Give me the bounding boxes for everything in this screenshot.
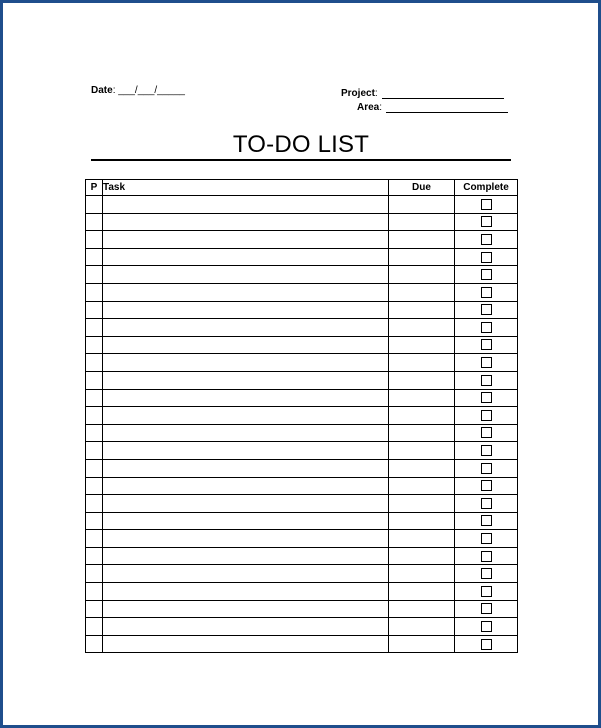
complete-cell (455, 196, 518, 214)
complete-checkbox[interactable] (481, 427, 492, 438)
complete-checkbox[interactable] (481, 551, 492, 562)
priority-cell[interactable] (86, 196, 103, 214)
complete-cell (455, 213, 518, 231)
task-cell[interactable] (103, 424, 389, 442)
table-row (86, 266, 518, 284)
complete-checkbox[interactable] (481, 480, 492, 491)
task-cell[interactable] (103, 319, 389, 337)
due-cell[interactable] (389, 600, 455, 618)
column-header-due: Due (389, 180, 455, 196)
priority-cell[interactable] (86, 266, 103, 284)
table-row (86, 371, 518, 389)
complete-checkbox[interactable] (481, 445, 492, 456)
table-row (86, 283, 518, 301)
table-row (86, 319, 518, 337)
priority-cell[interactable] (86, 407, 103, 425)
task-cell[interactable] (103, 371, 389, 389)
priority-cell[interactable] (86, 319, 103, 337)
priority-cell[interactable] (86, 248, 103, 266)
table-row (86, 336, 518, 354)
due-cell[interactable] (389, 565, 455, 583)
task-cell[interactable] (103, 618, 389, 636)
table-row (86, 248, 518, 266)
due-cell[interactable] (389, 371, 455, 389)
table-row (86, 495, 518, 513)
task-cell[interactable] (103, 354, 389, 372)
task-cell[interactable] (103, 389, 389, 407)
priority-cell[interactable] (86, 459, 103, 477)
due-cell[interactable] (389, 283, 455, 301)
date-blank[interactable]: : ___/___/_____ (112, 85, 185, 96)
due-cell[interactable] (389, 336, 455, 354)
table-row (86, 459, 518, 477)
priority-cell[interactable] (86, 424, 103, 442)
task-cell[interactable] (103, 583, 389, 601)
priority-cell[interactable] (86, 495, 103, 513)
due-cell[interactable] (389, 424, 455, 442)
date-field[interactable] (91, 85, 185, 96)
task-cell[interactable] (103, 301, 389, 319)
due-cell[interactable] (389, 583, 455, 601)
complete-cell (455, 319, 518, 337)
page-title: TO-DO LIST (232, 131, 370, 158)
priority-cell[interactable] (86, 512, 103, 530)
todo-table (85, 179, 518, 653)
complete-cell (455, 301, 518, 319)
complete-checkbox[interactable] (481, 252, 492, 263)
priority-cell[interactable] (86, 442, 103, 460)
due-cell[interactable] (389, 213, 455, 231)
table-row (86, 407, 518, 425)
table-row (86, 635, 518, 653)
table-row (86, 196, 518, 214)
complete-cell (455, 283, 518, 301)
priority-cell[interactable] (86, 283, 103, 301)
complete-checkbox[interactable] (481, 269, 492, 280)
task-cell[interactable] (103, 231, 389, 249)
complete-checkbox[interactable] (481, 410, 492, 421)
priority-cell[interactable] (86, 301, 103, 319)
area-label: Area (357, 102, 380, 113)
table-row (86, 354, 518, 372)
complete-cell (455, 389, 518, 407)
complete-cell (455, 477, 518, 495)
complete-checkbox[interactable] (481, 498, 492, 509)
priority-cell[interactable] (86, 600, 103, 618)
priority-cell[interactable] (86, 371, 103, 389)
task-cell[interactable] (103, 407, 389, 425)
table-row (86, 442, 518, 460)
complete-checkbox[interactable] (481, 375, 492, 386)
date-label: Date (91, 85, 113, 96)
complete-cell (455, 512, 518, 530)
area-blank[interactable] (386, 102, 508, 113)
complete-checkbox[interactable] (481, 304, 492, 315)
due-cell[interactable] (389, 248, 455, 266)
due-cell[interactable] (389, 301, 455, 319)
todo-table-body (86, 196, 518, 653)
complete-cell (455, 459, 518, 477)
complete-cell (455, 530, 518, 548)
task-cell[interactable] (103, 512, 389, 530)
column-header-p: P (86, 180, 103, 196)
table-row (86, 389, 518, 407)
complete-cell (455, 266, 518, 284)
task-cell[interactable] (103, 248, 389, 266)
priority-cell[interactable] (86, 547, 103, 565)
priority-cell[interactable] (86, 231, 103, 249)
complete-cell (455, 424, 518, 442)
due-cell[interactable] (389, 407, 455, 425)
complete-checkbox[interactable] (481, 568, 492, 579)
complete-checkbox[interactable] (481, 515, 492, 526)
due-cell[interactable] (389, 495, 455, 513)
complete-cell (455, 442, 518, 460)
complete-checkbox[interactable] (481, 621, 492, 632)
due-cell[interactable] (389, 459, 455, 477)
title-underline (91, 159, 511, 161)
complete-checkbox[interactable] (481, 216, 492, 227)
complete-cell (455, 618, 518, 636)
complete-checkbox[interactable] (481, 639, 492, 650)
task-cell[interactable] (103, 336, 389, 354)
complete-checkbox[interactable] (481, 357, 492, 368)
task-cell[interactable] (103, 442, 389, 460)
due-cell[interactable] (389, 512, 455, 530)
area-row (341, 99, 508, 113)
due-cell[interactable] (389, 547, 455, 565)
area-colon: : (379, 102, 383, 113)
table-row (86, 512, 518, 530)
due-cell[interactable] (389, 442, 455, 460)
complete-cell (455, 336, 518, 354)
table-row (86, 618, 518, 636)
priority-cell[interactable] (86, 477, 103, 495)
complete-cell (455, 600, 518, 618)
task-cell[interactable] (103, 459, 389, 477)
task-cell[interactable] (103, 530, 389, 548)
table-row (86, 477, 518, 495)
complete-checkbox[interactable] (481, 533, 492, 544)
due-cell[interactable] (389, 196, 455, 214)
priority-cell[interactable] (86, 389, 103, 407)
due-cell[interactable] (389, 354, 455, 372)
task-cell[interactable] (103, 213, 389, 231)
complete-checkbox[interactable] (481, 339, 492, 350)
complete-cell (455, 565, 518, 583)
complete-cell (455, 635, 518, 653)
complete-cell (455, 547, 518, 565)
priority-cell[interactable] (86, 635, 103, 653)
complete-cell (455, 354, 518, 372)
table-row (86, 583, 518, 601)
complete-checkbox[interactable] (481, 463, 492, 474)
due-cell[interactable] (389, 530, 455, 548)
priority-cell[interactable] (86, 336, 103, 354)
task-cell[interactable] (103, 266, 389, 284)
table-row (86, 424, 518, 442)
complete-checkbox[interactable] (481, 603, 492, 614)
table-row (86, 600, 518, 618)
project-area-block (341, 85, 508, 113)
table-row (86, 530, 518, 548)
table-row (86, 547, 518, 565)
complete-cell (455, 248, 518, 266)
complete-checkbox[interactable] (481, 392, 492, 403)
task-cell[interactable] (103, 196, 389, 214)
complete-checkbox[interactable] (481, 287, 492, 298)
complete-cell (455, 407, 518, 425)
priority-cell[interactable] (86, 213, 103, 231)
task-cell[interactable] (103, 283, 389, 301)
table-header-row (86, 180, 518, 196)
task-cell[interactable] (103, 477, 389, 495)
column-header-complete: Complete (455, 180, 518, 196)
due-cell[interactable] (389, 231, 455, 249)
table-row (86, 565, 518, 583)
due-cell[interactable] (389, 266, 455, 284)
column-header-task: Task (103, 180, 389, 196)
task-cell[interactable] (103, 565, 389, 583)
complete-checkbox[interactable] (481, 234, 492, 245)
complete-cell (455, 371, 518, 389)
complete-cell (455, 231, 518, 249)
project-row (341, 85, 508, 99)
due-cell[interactable] (389, 389, 455, 407)
priority-cell[interactable] (86, 354, 103, 372)
project-blank[interactable] (382, 88, 504, 99)
priority-cell[interactable] (86, 565, 103, 583)
due-cell[interactable] (389, 477, 455, 495)
table-row (86, 301, 518, 319)
table-row (86, 231, 518, 249)
task-cell[interactable] (103, 600, 389, 618)
complete-checkbox[interactable] (481, 586, 492, 597)
priority-cell[interactable] (86, 618, 103, 636)
due-cell[interactable] (389, 319, 455, 337)
priority-cell[interactable] (86, 530, 103, 548)
task-cell[interactable] (103, 635, 389, 653)
task-cell[interactable] (103, 547, 389, 565)
project-label: Project (341, 88, 375, 99)
complete-checkbox[interactable] (481, 199, 492, 210)
complete-checkbox[interactable] (481, 322, 492, 333)
due-cell[interactable] (389, 618, 455, 636)
due-cell[interactable] (389, 635, 455, 653)
complete-cell (455, 583, 518, 601)
complete-cell (455, 495, 518, 513)
table-row (86, 213, 518, 231)
priority-cell[interactable] (86, 583, 103, 601)
project-colon: : (374, 88, 378, 99)
task-cell[interactable] (103, 495, 389, 513)
